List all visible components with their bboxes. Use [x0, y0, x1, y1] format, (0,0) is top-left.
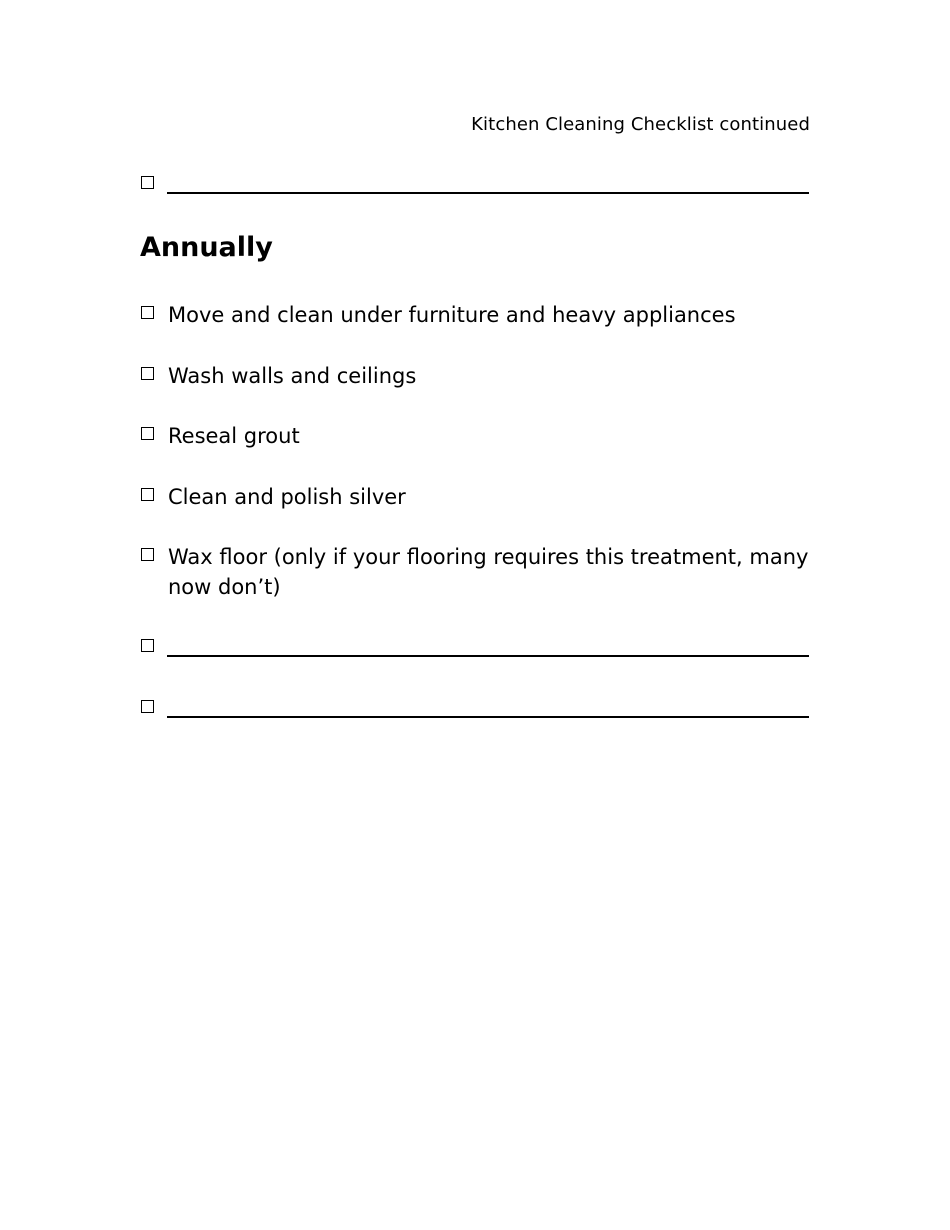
- checkbox-icon[interactable]: [141, 176, 154, 189]
- checklist-item: [141, 300, 809, 332]
- checklist-item: [141, 482, 809, 514]
- checklist-item: [141, 421, 809, 453]
- checkbox-icon[interactable]: [141, 427, 154, 440]
- checklist-item-text: Move and clean under furniture and heavy appliances: [168, 303, 736, 327]
- section-title: Annually: [140, 232, 273, 263]
- checkbox-icon[interactable]: [141, 488, 154, 501]
- checkbox-icon[interactable]: [141, 367, 154, 380]
- running-header: Kitchen Cleaning Checklist continued: [471, 114, 810, 135]
- checkbox-icon[interactable]: [141, 306, 154, 319]
- checklist-item-text: Wax floor (only if your flooring requires this treatment, many now don’t): [168, 545, 809, 599]
- checklist-item-text: Reseal grout: [168, 424, 300, 448]
- checklist-item-text: Wash walls and ceilings: [168, 364, 417, 388]
- blank-checklist-item: [141, 699, 809, 721]
- checklist-item: [141, 542, 809, 604]
- checkbox-icon[interactable]: [141, 639, 154, 652]
- write-in-line[interactable]: [167, 716, 809, 718]
- blank-checklist-item: [141, 638, 809, 660]
- blank-checklist-item-top: [141, 175, 809, 197]
- checklist-item: [141, 361, 809, 393]
- checkbox-icon[interactable]: [141, 548, 154, 561]
- write-in-line[interactable]: [167, 192, 809, 194]
- checkbox-icon[interactable]: [141, 700, 154, 713]
- write-in-line[interactable]: [167, 655, 809, 657]
- checklist-item-text: Clean and polish silver: [168, 485, 406, 509]
